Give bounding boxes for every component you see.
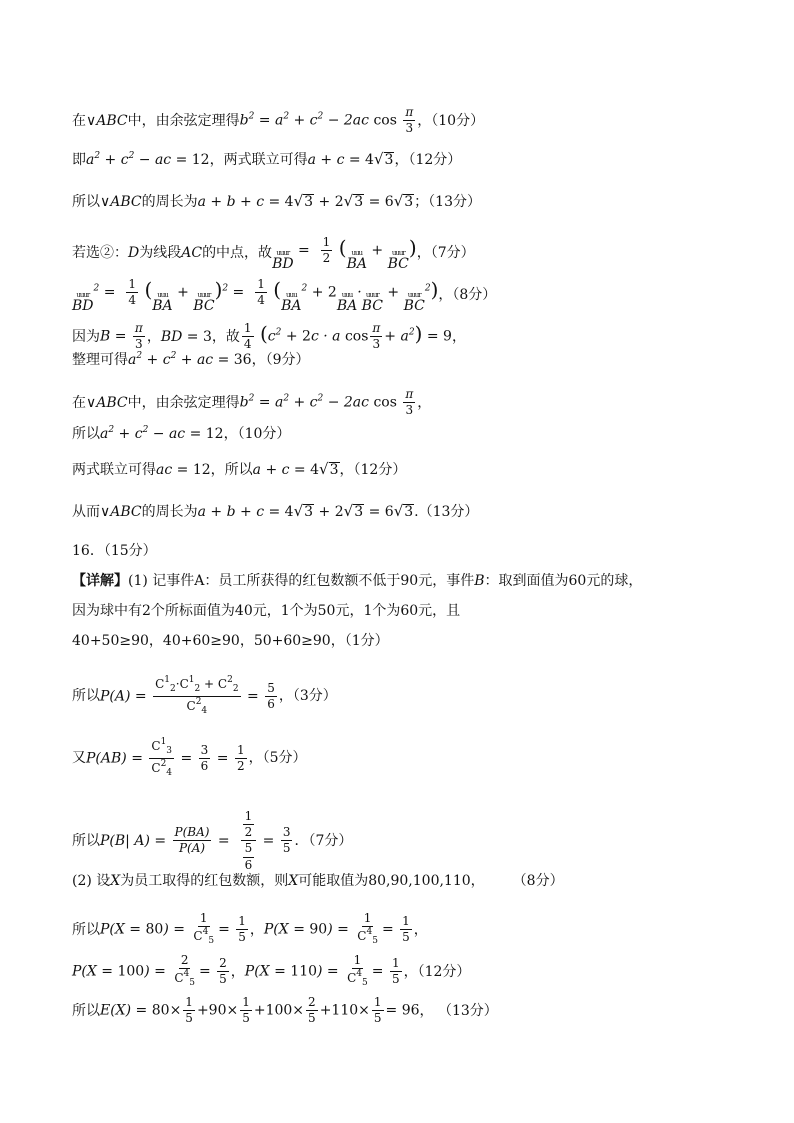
equation: a + c = 4 √ 3 (252, 460, 339, 478)
equation: $a^2 + c^2$ + ac = 36 (128, 351, 252, 368)
line-14 (72, 604, 460, 618)
line-19: (2) 设 X 为员工取得的红包数额，则 X 可能取值为 80,90,100,110 ， （8分） (72, 873, 564, 889)
question-number: 16．（15分） (72, 543, 157, 559)
expectation: E(X) = 80× $\frac{1}{5}$ +90× $\frac{1}{5}$ +100× $\frac{2}{5}$ +110× $\frac{1}{5}$ = 96 (100, 995, 420, 1026)
variable-x: X (110, 873, 121, 889)
segment-ac: AC (181, 245, 203, 262)
score: ，（12分） (339, 461, 407, 478)
cosine-law: $b^2 = a^2 + c^2 - 2ac$ cos $\frac{\pi}{3}$ (239, 105, 414, 136)
text: ，所以 (210, 461, 253, 478)
score: ，（9分） (251, 351, 310, 368)
line-8 (72, 388, 431, 417)
score: ，（10分） (417, 112, 485, 129)
triangle-abc: ∨ABC (100, 503, 142, 520)
score: ．（7分） (294, 832, 353, 849)
text: ：取到面值为60元的球， (484, 573, 643, 589)
text: 因为 (72, 328, 100, 345)
probability-x90: P(X = 90) = $\frac{1}{C^4_5}$ = $\frac{1}{5}$ (263, 911, 410, 947)
text: 的中点，故 (202, 245, 273, 262)
line-12 (72, 544, 157, 558)
score: ；（13分） (414, 193, 481, 210)
conditional-probability: P(B| A) = $\frac{P(BA)}{P(A)}$ = $\frac{\frac{1}{2}}{\frac{5}{6}}$ = $\frac{3}{5}$ (100, 809, 291, 872)
values: 80,90,100,110 (368, 873, 471, 889)
score: ，（8分） (438, 287, 497, 304)
line-11 (72, 504, 478, 519)
score: ，（12分） (403, 963, 471, 980)
probability-ab: P(AB) = $\frac{C^1_3}{C^2_4}$ = $\frac{3}{6}$ = $\frac{1}{2}$ (86, 737, 245, 778)
text: 的周长为 (141, 193, 198, 210)
text: 中，由余弦定理得 (127, 112, 240, 129)
text: ，故 (211, 328, 240, 345)
inequality: 50+60≥90 (253, 633, 331, 649)
probability-x110: P(X = 110) = $\frac{1}{C^4_5}$ = $\frac{1}{5}$ (244, 953, 400, 989)
event-b: B (474, 573, 485, 589)
score: .（13分） (414, 503, 479, 520)
text: 在 (72, 112, 86, 129)
angle-b: B = $\frac{\pi}{3}$ (100, 321, 143, 352)
line-3 (72, 194, 481, 209)
line-13 (72, 574, 642, 588)
equation: $a^2 + c^2$ − ac = 12 (100, 425, 224, 442)
line-9 (72, 426, 290, 441)
text: (2) 设 (72, 873, 111, 889)
text: 所以 (72, 921, 100, 938)
text: 的周长为 (141, 503, 198, 520)
line-22 (72, 996, 498, 1025)
score: （8分） (512, 873, 564, 889)
score: ， (451, 328, 466, 345)
text: 又 (72, 750, 86, 767)
line-17 (72, 738, 307, 779)
line-16 (72, 676, 337, 717)
text: 若选②： (72, 245, 128, 262)
score: ， （13分） (419, 1002, 498, 1019)
triangle-abc: ∨ABC (86, 112, 128, 129)
text: (1) 记事件A：员工所获得的红包数额不低于90元，事件 (128, 573, 475, 589)
text: 所以 (72, 425, 100, 442)
triangle-abc: ∨ABC (100, 193, 142, 210)
text: 从而 (72, 503, 100, 520)
text: 整理可得 (72, 351, 128, 368)
probability-x80: P(X = 80) = $\frac{1}{C^4_5}$ = $\frac{1}{5}$ (100, 911, 246, 947)
line-15: 40+50≥90 ， 40+60≥90 ， 50+60≥90 ，（1分） (72, 633, 389, 649)
score: ，（3分） (278, 688, 337, 705)
equation: $a^2 + c^2$ − ac = 12 (86, 151, 210, 168)
score: ，（1分） (330, 633, 389, 649)
text: 因为球中有2个所标面值为40元，1个为50元，1个为60元，且 (72, 603, 461, 619)
triangle-abc: ∨ABC (86, 394, 128, 411)
equation: a + c = 4 √ 3 (307, 150, 394, 168)
text: ，两式联立可得 (209, 151, 308, 168)
line-1 (72, 106, 484, 135)
cosine-law: $b^2 = a^2 + c^2 - 2ac$ cos $\frac{\pi}{3}$ (239, 387, 414, 418)
score: ，（5分） (248, 750, 307, 767)
text: 所以 (72, 832, 100, 849)
text: 所以 (72, 1002, 100, 1019)
text: 即 (72, 151, 86, 168)
score: ， (413, 921, 428, 938)
score: ，（10分） (223, 425, 291, 442)
score: ，（7分） (416, 245, 475, 262)
length-bd: BD = 3 (160, 328, 212, 345)
text: 为员工取得的红包数额，则 (120, 873, 289, 889)
text: ， (146, 328, 161, 345)
point-d: D (128, 245, 140, 262)
probability-a: P(A) = $\frac{C^1_2\cdot C^1_2 + C^2_2}{C^2_4}$ = $\frac{5}{6}$ (100, 675, 275, 716)
detail-tag: 【详解】 (72, 573, 128, 589)
equation: $\frac{1}{4}$ ($c^2 + 2c \cdot a$ cos $\frac{\pi}{3}$ + $a^2) = 9$ (243, 321, 452, 352)
line-18 (72, 810, 352, 872)
inequality: 40+60≥90 (162, 633, 240, 649)
equation: a + b + c = 4 √ 3 + 2 √ 3 = 6 √ 3 (197, 502, 414, 520)
line-2 (72, 152, 461, 167)
probability-x100: P(X = 100) = $\frac{2}{C^4_5}$ = $\frac{2}{5}$ (72, 953, 227, 989)
line-4 (72, 236, 475, 271)
text: 两式联立可得 (72, 461, 156, 478)
line-21: P(X = 100) = $\frac{2}{C^4_5}$ = $\frac{2}{5}$ ， P(X = 110) = $\frac{1}{C^4_5}$ = $\frac{1}{5}$ ，（12分） (72, 953, 471, 989)
line-20: 所以 P(X = 80) = $\frac{1}{C^4_5}$ = $\frac{1}{5}$ ， P(X = 90) = $\frac{1}{C^4_5}$ = $\frac{1}{5}$ ， (72, 911, 428, 947)
vector-square-expansion: uuur BD $^2$ = $\frac{1}{4}$ ( uuu BA + uuur BC )$^2$ = $\frac{1}{4}$ ( uuu BA $^2$ + 2 uuu BA · uuur BC + uuur BC $^2$) (72, 277, 439, 314)
text: 在 (72, 394, 86, 411)
inequality: 40+50≥90 (72, 633, 149, 649)
text: 中，由余弦定理得 (127, 394, 240, 411)
text: 为线段 (139, 245, 182, 262)
text: 所以 (72, 688, 100, 705)
vector-equation: uuur BD = $\frac{1}{2}$ ( uuu BA + uuur BC ) (272, 235, 417, 272)
line-5 (72, 278, 496, 313)
line-7 (72, 352, 310, 367)
equation: a + b + c = 4 √ 3 + 2 √ 3 = 6 √ 3 (197, 192, 414, 210)
line-10 (72, 462, 406, 477)
text: 可能取值为 (298, 873, 369, 889)
score: ， (417, 394, 432, 411)
line-6 (72, 322, 466, 351)
text: 所以 (72, 193, 100, 210)
score: ，（12分） (394, 151, 462, 168)
equation: ac = 12 (156, 461, 211, 478)
variable-x: X (288, 873, 299, 889)
